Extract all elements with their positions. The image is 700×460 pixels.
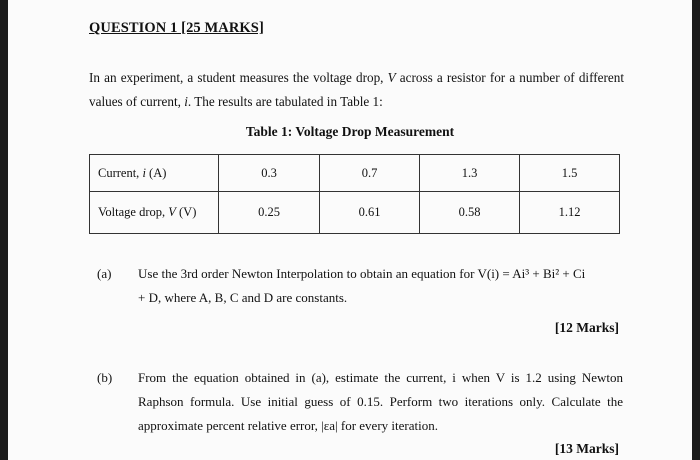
question-a-label: (a) (97, 266, 112, 281)
table-cell: 0.3 (219, 155, 320, 192)
question-a-marks: [12 Marks] (554, 320, 619, 335)
table-cell: 0.7 (320, 155, 420, 192)
question-b-text: From the equation obtained in (a), estimate the current, i when V is 1.2 using Newton Raphson formula. Use initial guess of 0.15. Perform two iterations only. Calculate the approximate percent relative error, |εa| for every iteration. (138, 370, 623, 433)
table-cell: 0.61 (320, 192, 420, 234)
question-a-text: Use the 3rd order Newton Interpolation to obtain an equation for V(i) = Ai³ + Bi² + Ci + D, where A, B, C and D are constants. (138, 266, 586, 305)
document-page (8, 0, 692, 460)
table-cell: 1.12 (520, 192, 620, 234)
table-row-voltage (90, 192, 620, 234)
table-caption: Table 1: Voltage Drop Measurement (245, 124, 455, 139)
question-b-label: (b) (97, 370, 113, 385)
question-heading: QUESTION 1 [25 MARKS] (89, 20, 264, 36)
table-cell: 0.58 (420, 192, 520, 234)
intro-paragraph: In an experiment, a student measures the voltage drop, V across a resistor for a number of different values of current, i. The results are tabulated in Table 1: (89, 70, 624, 109)
measurement-table (89, 154, 620, 234)
table-cell: 1.3 (420, 155, 520, 192)
table-row-current (90, 155, 620, 192)
table-cell: 1.5 (520, 155, 620, 192)
question-b-marks: [13 Marks] (554, 441, 619, 456)
table-cell: 0.25 (219, 192, 320, 234)
row-header-current: Current, i (A) (90, 155, 219, 192)
row-header-voltage: Voltage drop, V (V) (90, 192, 219, 234)
